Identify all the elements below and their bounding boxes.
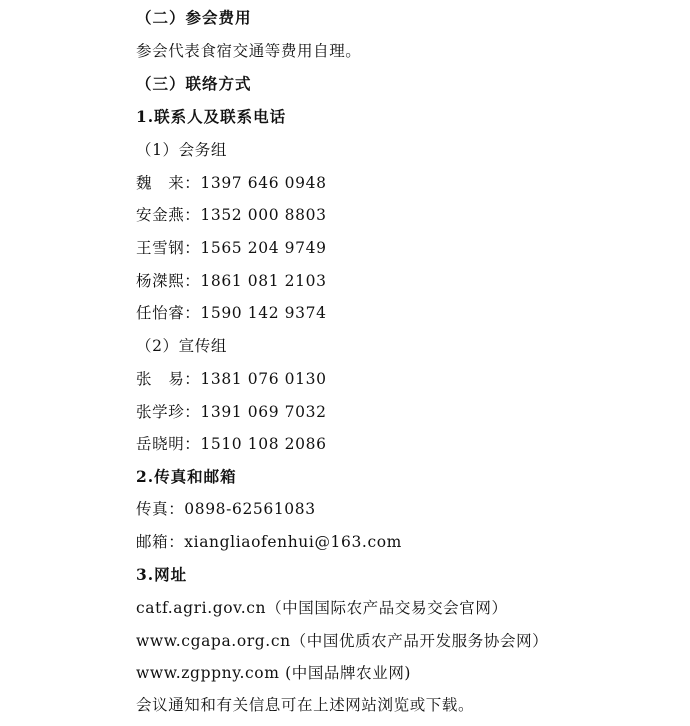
contact-line: 魏 来：1397 646 0948 xyxy=(136,174,327,192)
website-line: www.cgapa.org.cn（中国优质农产品开发服务协会网） xyxy=(136,632,549,650)
contact-line: 杨滐熙：1861 081 2103 xyxy=(136,272,327,290)
subheading-websites: 3.网址 xyxy=(136,565,188,584)
contact-line: 任怡睿：1590 142 9374 xyxy=(136,304,327,322)
contact-line: 张 易：1381 076 0130 xyxy=(136,370,327,388)
contact-line: 安金燕：1352 000 8803 xyxy=(136,206,327,224)
section-heading-contact: （三）联络方式 xyxy=(136,74,252,93)
subheading-contacts-phones: 1.联系人及联系电话 xyxy=(136,107,287,126)
section-heading-fees: （二）参会费用 xyxy=(136,8,252,27)
contact-line: 岳晓明：1510 108 2086 xyxy=(136,435,327,453)
subheading-fax-email: 2.传真和邮箱 xyxy=(136,467,237,486)
website-line: www.zgppny.com (中国品牌农业网) xyxy=(136,664,412,682)
website-line: catf.agri.gov.cn（中国国际农产品交易交会官网） xyxy=(136,599,508,617)
group-label-publicity: （2）宣传组 xyxy=(136,337,227,355)
group-label-conference: （1）会务组 xyxy=(136,141,227,159)
email-line: 邮箱：xiangliaofenhui@163.com xyxy=(136,533,402,551)
fax-line: 传真：0898-62561083 xyxy=(136,500,316,518)
fees-text: 参会代表食宿交通等费用自理。 xyxy=(136,42,362,60)
download-note: 会议通知和有关信息可在上述网站浏览或下载。 xyxy=(136,696,475,714)
contact-line: 张学珍：1391 069 7032 xyxy=(136,403,327,421)
contact-line: 王雪钢：1565 204 9749 xyxy=(136,239,327,257)
